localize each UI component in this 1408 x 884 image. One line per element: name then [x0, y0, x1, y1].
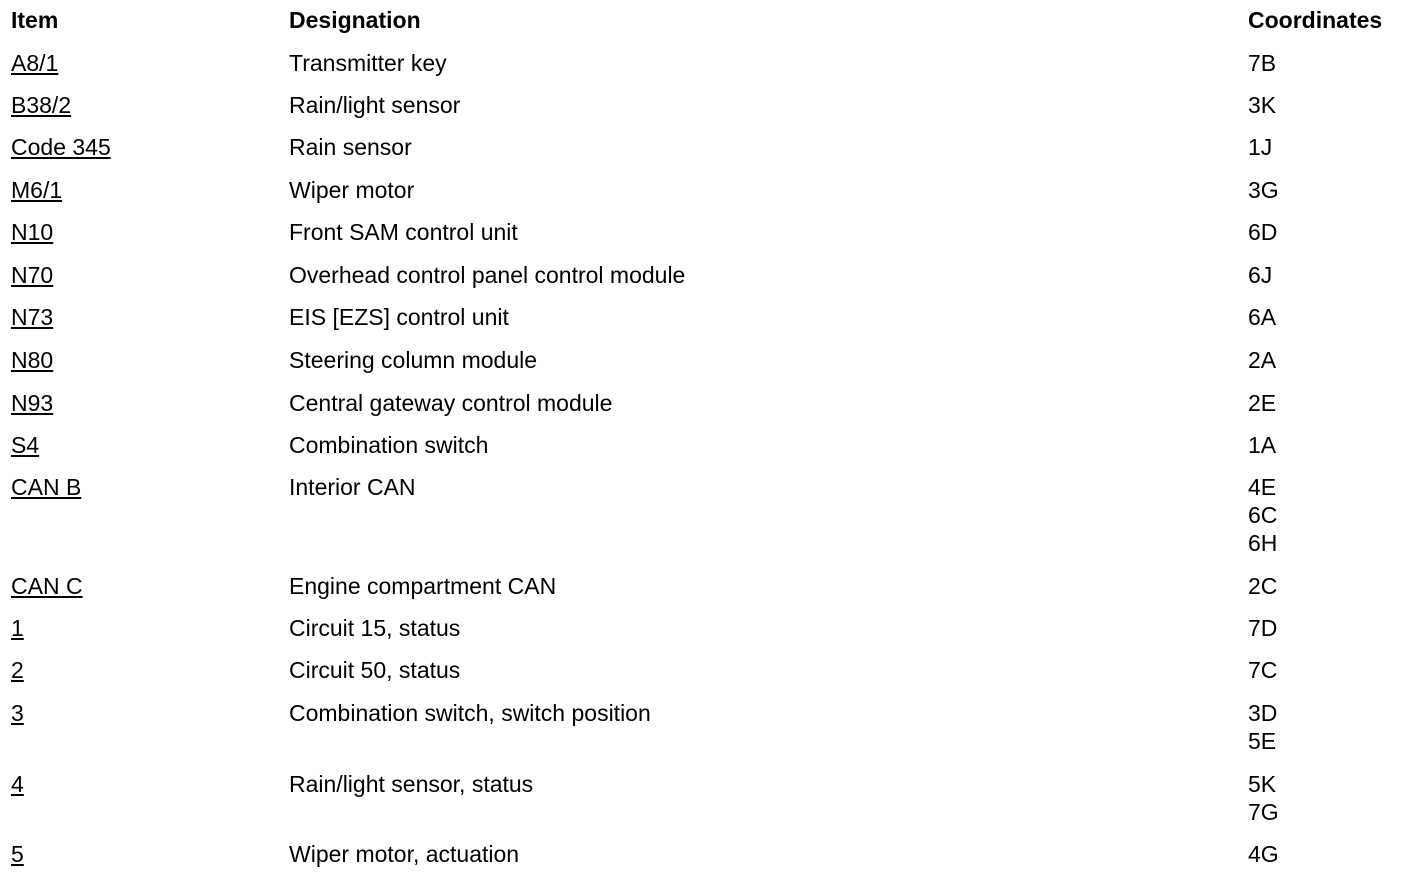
coordinate-value: 4E [1248, 474, 1277, 500]
coordinate-value: 5E [1248, 728, 1277, 754]
item-link[interactable]: 3 [11, 700, 24, 726]
coordinates-cell [1248, 133, 1272, 161]
coordinates-cell [1248, 218, 1277, 246]
coordinates-cell [1248, 614, 1277, 642]
column-header-coordinates: Coordinates [1248, 7, 1383, 33]
coordinate-value: 3D [1248, 700, 1278, 726]
item-link[interactable]: 5 [11, 841, 24, 867]
coordinates-cell [1248, 770, 1279, 826]
coordinate-value: 6D [1248, 219, 1278, 245]
coordinate-value: 1A [1248, 432, 1277, 458]
item-link[interactable]: 2 [11, 657, 24, 683]
coordinate-value: 6J [1248, 262, 1273, 288]
coordinates-cell [1248, 261, 1272, 289]
designation-cell: Front SAM control unit [289, 219, 518, 245]
coordinate-value: 2A [1248, 347, 1277, 373]
designation-cell: Central gateway control module [289, 390, 613, 416]
column-header-designation: Designation [289, 7, 421, 33]
item-link[interactable]: N70 [11, 262, 54, 288]
item-link[interactable]: Code 345 [11, 134, 111, 160]
designation-cell: Wiper motor, actuation [289, 841, 520, 867]
item-link[interactable]: A8/1 [11, 50, 59, 76]
coordinates-cell [1248, 389, 1276, 417]
item-link[interactable]: M6/1 [11, 177, 63, 203]
coordinates-cell [1248, 699, 1277, 755]
coordinates-cell [1248, 572, 1277, 600]
designation-cell: Circuit 50, status [289, 657, 461, 683]
coordinate-value: 6H [1248, 530, 1278, 556]
designation-cell: Transmitter key [289, 50, 447, 76]
coordinate-value: 7D [1248, 615, 1278, 641]
coordinate-value: 6A [1248, 304, 1277, 330]
designation-cell: EIS [EZS] control unit [289, 304, 509, 330]
coordinate-value: 2E [1248, 390, 1277, 416]
item-link[interactable]: N93 [11, 390, 54, 416]
designation-cell: Combination switch, switch position [289, 700, 651, 726]
coordinate-value: 3K [1248, 92, 1277, 118]
item-link[interactable]: S4 [11, 432, 40, 458]
designation-cell: Wiper motor [289, 177, 415, 203]
item-link[interactable]: N73 [11, 304, 54, 330]
item-link[interactable]: N80 [11, 347, 54, 373]
coordinates-cell [1248, 49, 1276, 77]
item-link[interactable]: N10 [11, 219, 54, 245]
item-link[interactable]: 4 [11, 771, 24, 797]
coordinates-cell [1248, 840, 1279, 868]
coordinates-cell [1248, 656, 1277, 684]
designation-cell: Circuit 15, status [289, 615, 461, 641]
coordinate-value: 2C [1248, 573, 1278, 599]
coordinates-cell [1248, 473, 1277, 557]
designation-cell: Rain sensor [289, 134, 412, 160]
coordinates-cell [1248, 303, 1276, 331]
coordinate-value: 3G [1248, 177, 1279, 203]
coordinate-value: 7C [1248, 657, 1278, 683]
designation-cell: Combination switch [289, 432, 489, 458]
coordinate-value: 7B [1248, 50, 1277, 76]
item-link[interactable]: CAN B [11, 474, 82, 500]
designation-cell: Overhead control panel control module [289, 262, 686, 288]
coordinates-cell [1248, 91, 1276, 119]
item-link[interactable]: B38/2 [11, 92, 72, 118]
designation-cell: Rain/light sensor [289, 92, 461, 118]
coordinate-value: 6C [1248, 502, 1278, 528]
coordinate-value: 4G [1248, 841, 1279, 867]
coordinate-value: 1J [1248, 134, 1273, 160]
designation-cell: Steering column module [289, 347, 538, 373]
coordinates-cell [1248, 346, 1276, 374]
coordinate-value: 7G [1248, 799, 1279, 825]
designation-cell: Interior CAN [289, 474, 416, 500]
coordinate-value: 5K [1248, 771, 1277, 797]
designation-cell: Engine compartment CAN [289, 573, 557, 599]
item-link[interactable]: 1 [11, 615, 24, 641]
designation-cell: Rain/light sensor, status [289, 771, 534, 797]
item-link[interactable]: CAN C [11, 573, 83, 599]
coordinates-cell [1248, 176, 1279, 204]
column-header-item: Item [11, 7, 59, 33]
coordinates-cell [1248, 431, 1276, 459]
